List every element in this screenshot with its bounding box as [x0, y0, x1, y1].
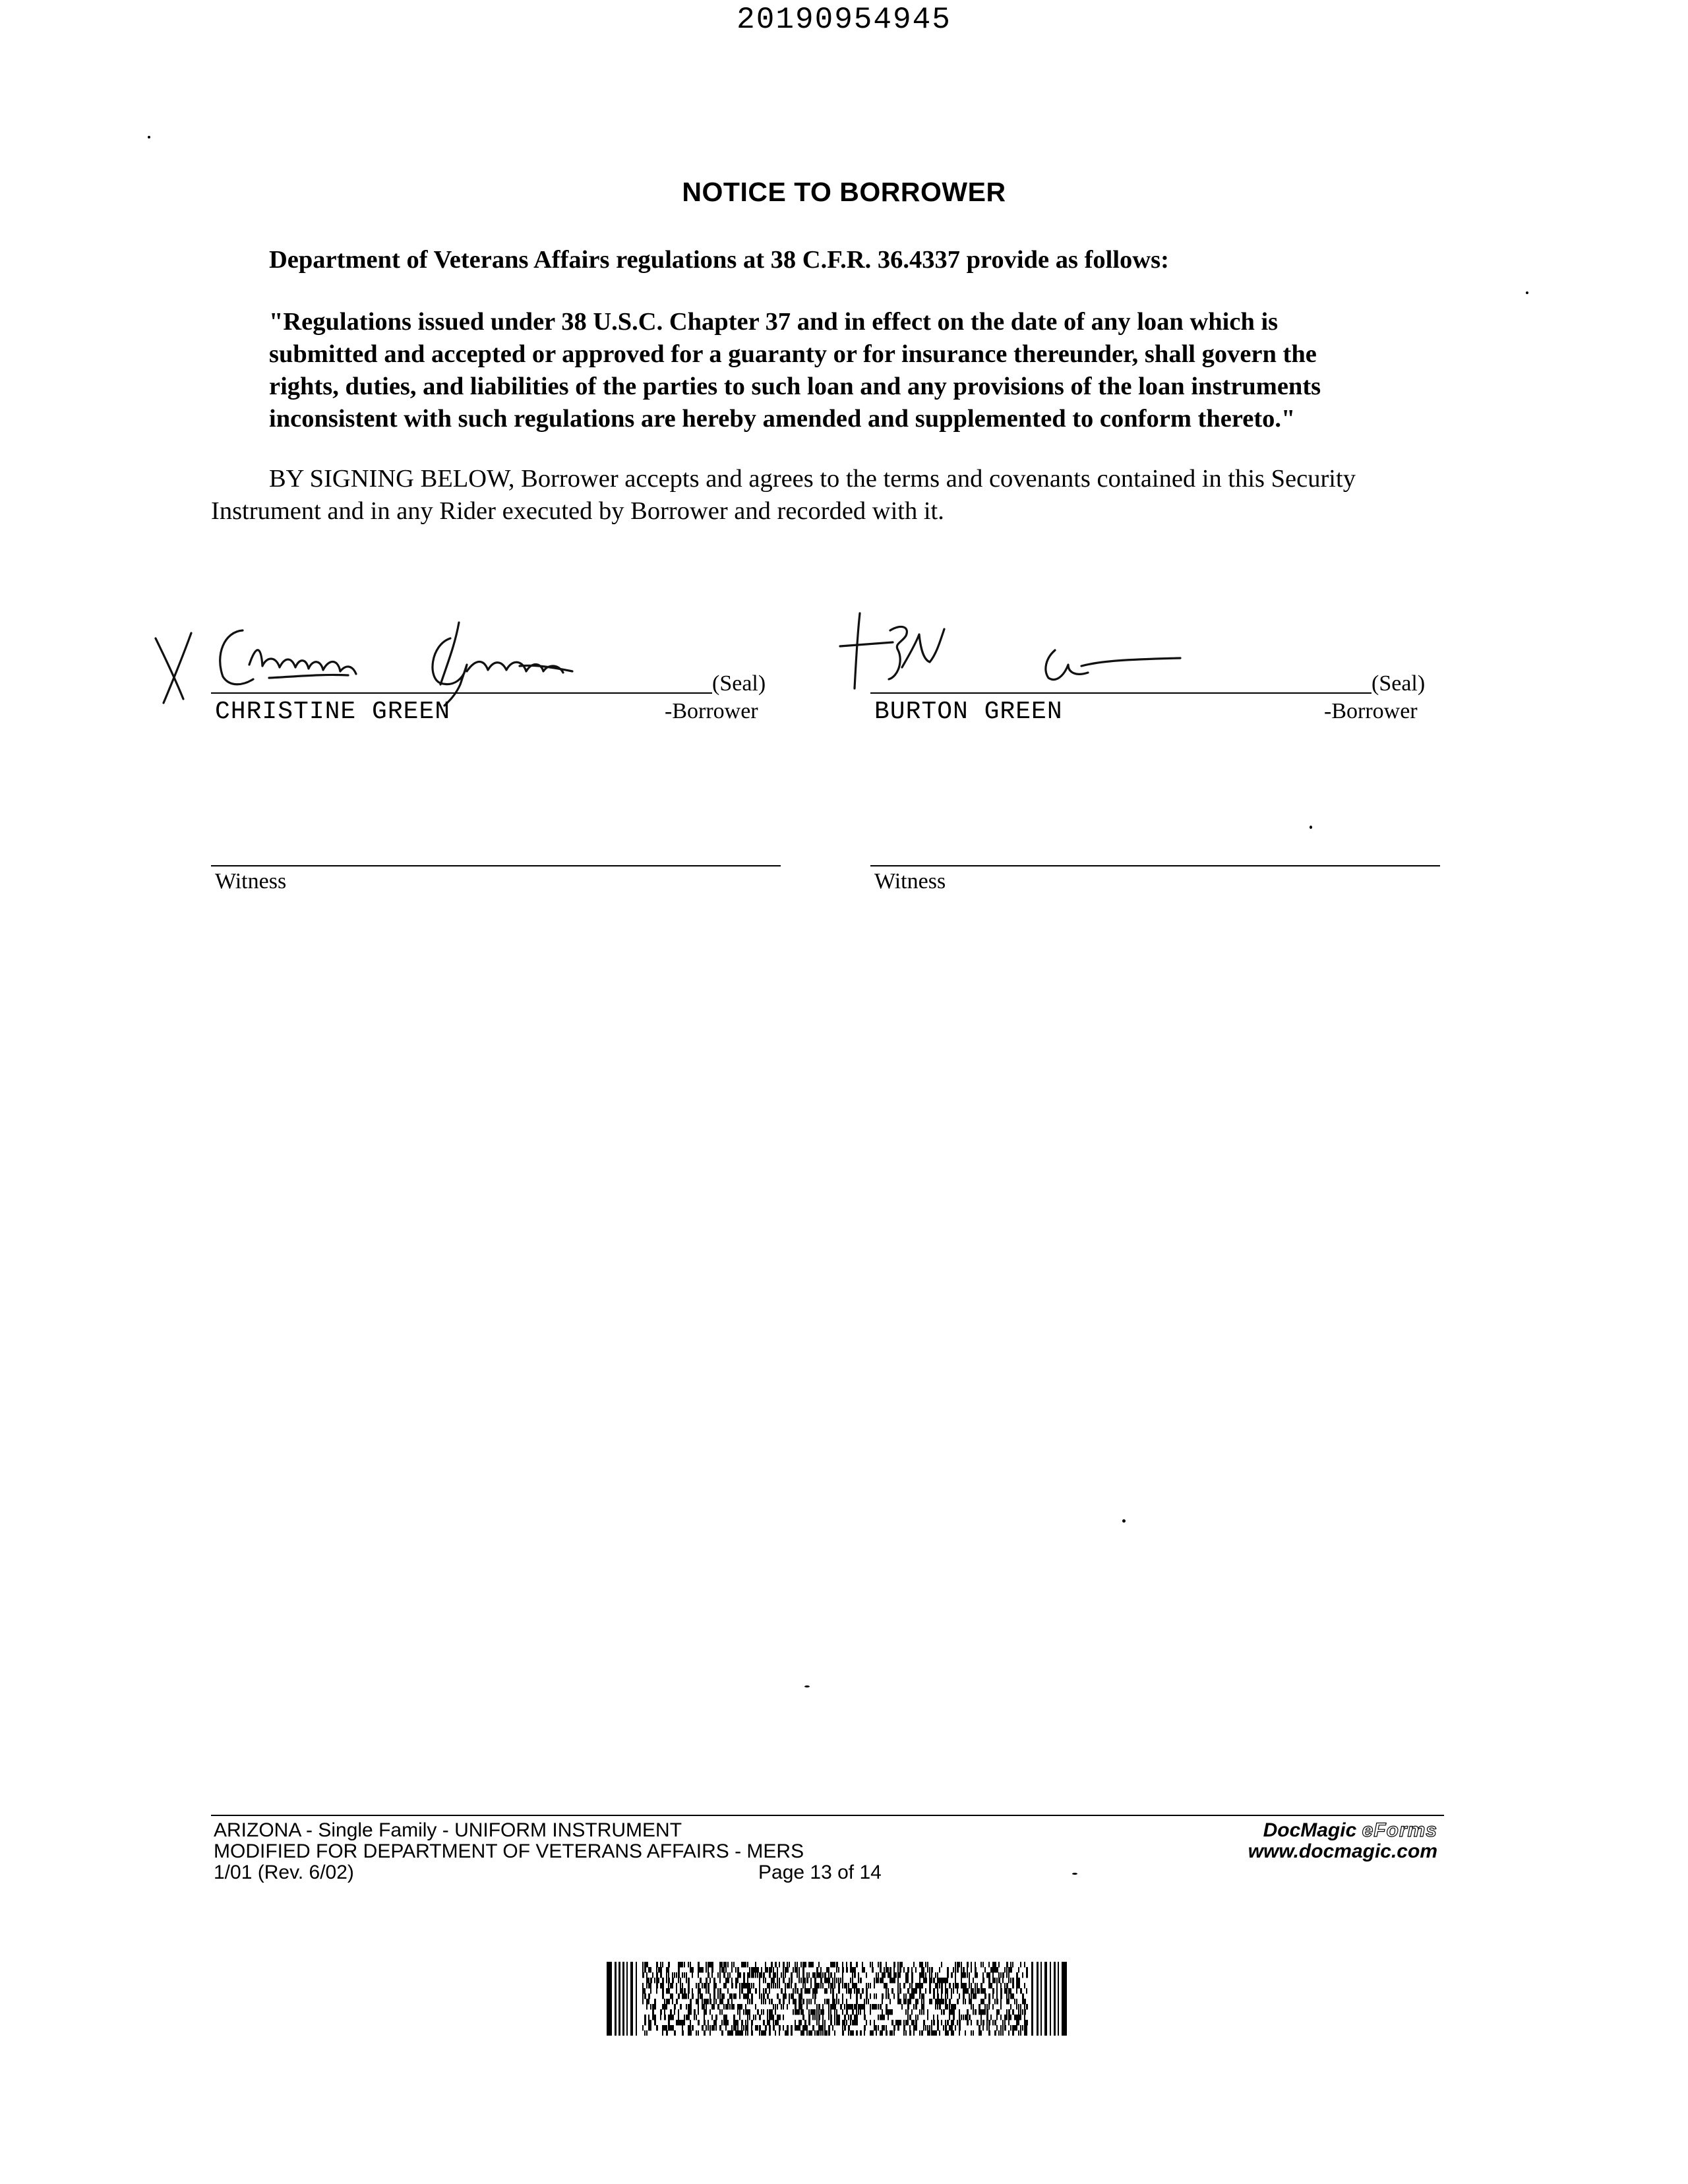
scan-speck	[1072, 1873, 1077, 1875]
regulation-quote	[269, 306, 1403, 435]
quote-line: inconsistent with such regulations are hereby amended and supplemented to conform thereto."	[269, 405, 1296, 433]
quote-line: rights, duties, and liabilities of the parties to such loan and any provisions of the loan instruments	[269, 373, 1321, 400]
docmagic-brand	[1095, 1820, 1437, 1862]
scan-speck	[1122, 1519, 1126, 1523]
seal-label: (Seal)	[1372, 671, 1426, 696]
page-number: Page 13 of 14	[758, 1862, 882, 1883]
witness-line-left	[211, 865, 781, 866]
brand-url: www.docmagic.com	[1248, 1840, 1437, 1862]
scan-speck	[148, 136, 150, 138]
agreement-line: Instrument and in any Rider executed by Borrower and recorded with it.	[211, 497, 944, 525]
agreement-paragraph	[211, 463, 1451, 528]
handwritten-signature-burton-green	[837, 604, 1207, 703]
agreement-line: BY SIGNING BELOW, Borrower accepts and agrees to the terms and covenants contained in this Security	[269, 465, 1356, 493]
borrower-role: -Borrower	[1324, 699, 1418, 723]
signature-line-burton	[870, 692, 1372, 694]
footer-rule	[211, 1815, 1444, 1816]
borrower-name-burton: BURTON GREEN	[874, 698, 1063, 726]
form-description	[214, 1820, 1005, 1883]
pdf417-barcode	[607, 1962, 1067, 2036]
witness-label-left: Witness	[215, 869, 287, 894]
quote-line: "Regulations issued under 38 U.S.C. Chapter 37 and in effect on the date of any loan which is	[269, 308, 1279, 336]
witness-line-right	[870, 865, 1440, 866]
form-line: MODIFIED FOR DEPARTMENT OF VETERANS AFFAIRS - MERS	[214, 1840, 804, 1862]
borrower-name-christine: CHRISTINE GREEN	[215, 698, 451, 726]
handwritten-signature-christine-green	[150, 619, 651, 711]
page-title: NOTICE TO BORROWER	[682, 177, 1006, 207]
form-line: ARIZONA - Single Family - UNIFORM INSTRUMENT	[214, 1819, 682, 1841]
brand-eforms: eForms	[1362, 1819, 1437, 1841]
signature-line-christine	[211, 692, 712, 694]
quote-line: submitted and accepted or approved for a guaranty or for insurance thereunder, shall govern the	[269, 340, 1317, 368]
document-number: 20190954945	[737, 3, 951, 37]
scan-speck	[1310, 826, 1312, 829]
borrower-role: -Borrower	[665, 699, 758, 723]
scan-speck	[1526, 291, 1528, 294]
regulation-intro: Department of Veterans Affairs regulations at 38 C.F.R. 36.4337 provide as follows:	[269, 246, 1169, 274]
brand-name: DocMagic	[1263, 1819, 1357, 1841]
witness-label-right: Witness	[874, 869, 946, 894]
seal-label: (Seal)	[712, 671, 766, 696]
form-line: 1/01 (Rev. 6/02)	[214, 1862, 354, 1883]
scan-speck	[804, 1685, 810, 1687]
